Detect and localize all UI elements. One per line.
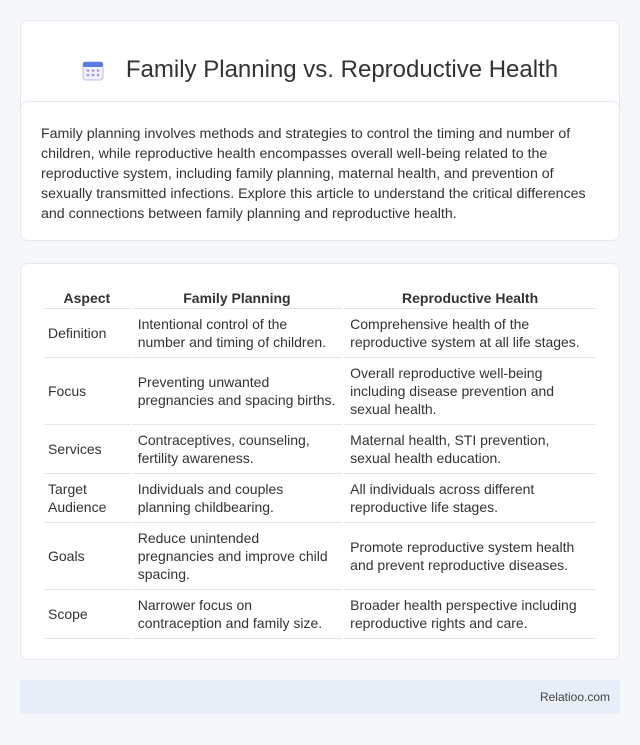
row-reproductive-health: Broader health perspective including reproductive rights and care. bbox=[344, 590, 596, 639]
row-aspect: Goals bbox=[44, 523, 130, 590]
header-family-planning: Family Planning bbox=[132, 285, 342, 309]
footer bbox=[20, 680, 620, 714]
row-reproductive-health: Comprehensive health of the reproductive system at all life stages. bbox=[344, 309, 596, 358]
row-aspect: Definition bbox=[44, 309, 130, 358]
comparison-table-card bbox=[20, 263, 620, 660]
table-row bbox=[44, 523, 596, 590]
row-reproductive-health: Promote reproductive system health and prevent reproductive diseases. bbox=[344, 523, 596, 590]
intro-paragraph: Family planning involves methods and strategies to control the timing and number of children, while reproductive health encompasses overall well-being related to the reproductive system, including family planning, maternal health, and prevention of sexually transmitted infections. Explore this article to understand the critical differences and connections between family planning and reproductive health. bbox=[41, 126, 586, 222]
footer-brand: Relatioo.com bbox=[539, 690, 610, 704]
row-reproductive-health: Overall reproductive well-being including disease prevention and sexual health. bbox=[344, 358, 596, 425]
row-family-planning: Individuals and couples planning childbearing. bbox=[132, 474, 342, 523]
table-row bbox=[44, 309, 596, 358]
row-aspect: Target Audience bbox=[44, 474, 130, 523]
page-title: Family Planning vs. Reproductive Health bbox=[125, 56, 559, 83]
table-row bbox=[44, 474, 596, 523]
table-row bbox=[44, 425, 596, 474]
header-aspect: Aspect bbox=[44, 285, 130, 309]
row-family-planning: Narrower focus on contraception and family size. bbox=[132, 590, 342, 639]
table-header-row bbox=[44, 285, 596, 309]
intro-card bbox=[20, 101, 620, 241]
row-aspect: Scope bbox=[44, 590, 130, 639]
header-reproductive-health: Reproductive Health bbox=[344, 285, 596, 309]
comparison-table bbox=[42, 285, 598, 639]
calendar-icon bbox=[82, 59, 104, 81]
row-aspect: Focus bbox=[44, 358, 130, 425]
table-row bbox=[44, 358, 596, 425]
row-family-planning: Intentional control of the number and timing of children. bbox=[132, 309, 342, 358]
row-family-planning: Preventing unwanted pregnancies and spacing births. bbox=[132, 358, 342, 425]
row-reproductive-health: All individuals across different reproductive life stages. bbox=[344, 474, 596, 523]
table-row bbox=[44, 590, 596, 639]
row-family-planning: Contraceptives, counseling, fertility awareness. bbox=[132, 425, 342, 474]
row-family-planning: Reduce unintended pregnancies and improve child spacing. bbox=[132, 523, 342, 590]
row-aspect: Services bbox=[44, 425, 130, 474]
row-reproductive-health: Maternal health, STI prevention, sexual health education. bbox=[344, 425, 596, 474]
